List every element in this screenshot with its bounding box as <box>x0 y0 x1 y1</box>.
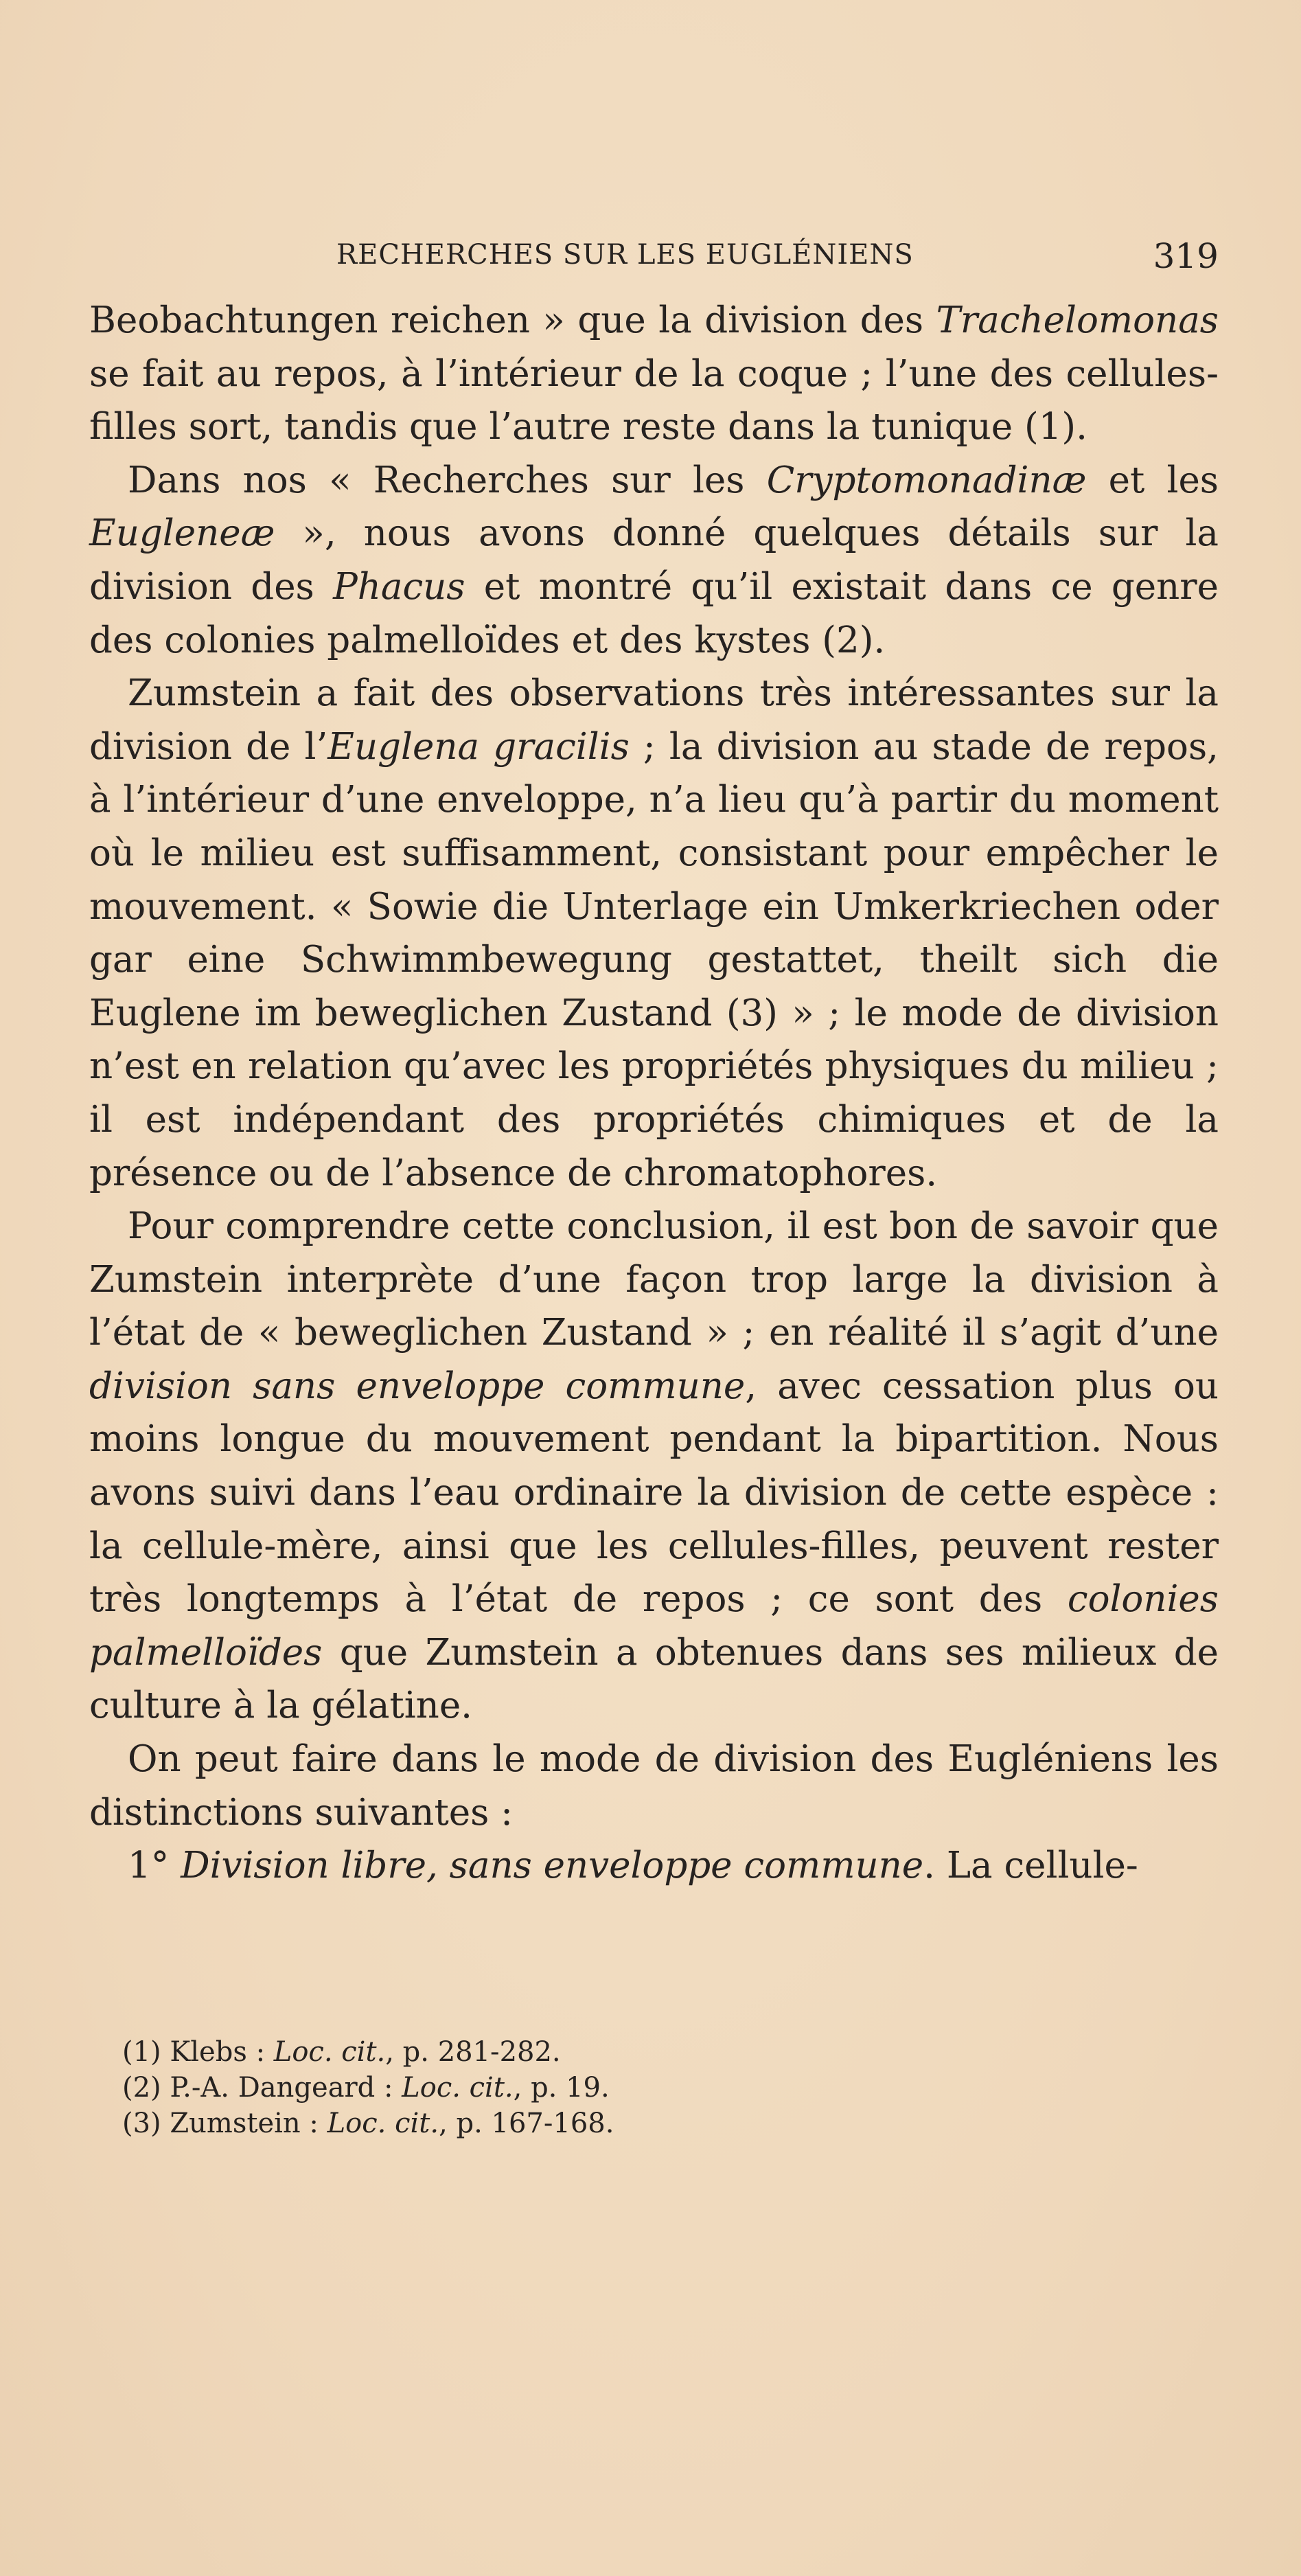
text-run: se fait au repos, à l’intérieur de la coque ; l’une des cellules-filles sort, tandis que l’autre reste dans la tunique (1). <box>89 352 1219 448</box>
text-run: (3) Zumstein : <box>122 2108 327 2139</box>
taxon-name: Cryptomonadinæ <box>766 459 1087 501</box>
paragraph <box>89 667 1219 1200</box>
text-run: On peut faire dans le mode de division des Eugléniens les distinctions suivantes : <box>89 1738 1219 1834</box>
emphasis: Division libre, sans enveloppe commune <box>181 1845 924 1887</box>
citation: Loc. cit. <box>327 2108 439 2139</box>
taxon-name: Phacus <box>333 565 465 608</box>
taxon-name: Eugleneæ <box>89 512 275 555</box>
text-run: (2) P.-A. Dangeard : <box>122 2072 402 2104</box>
text-run: Beobachtungen reichen » que la division des <box>89 299 936 341</box>
text-run: , avec cessation plus ou moins longue du mouvement pendant la bipartition. Nous avons suivi dans l’eau ordinaire la division de cette espèce : la cellule-mère, ainsi que les cellules-filles, peuvent rester très longtemps à l’état de repos ; ce sont des <box>89 1365 1219 1621</box>
emphasis: colonies palmelloïdes <box>89 1578 1219 1674</box>
footnotes <box>122 2034 614 2141</box>
footnote <box>122 2034 614 2070</box>
emphasis: division sans enveloppe commune <box>89 1365 746 1407</box>
text-run: , p. 167-168. <box>439 2108 614 2139</box>
text-run: et montré qu’il existait dans ce genre des colonies palmelloïdes et des kystes (2). <box>89 565 1219 661</box>
page-header <box>89 236 1219 280</box>
text-run: Dans nos « Recherches sur les <box>128 459 767 501</box>
paragraph <box>89 1733 1219 1839</box>
taxon-name: Trachelomonas <box>936 299 1219 341</box>
citation: Loc. cit. <box>402 2072 514 2104</box>
running-title: RECHERCHES SUR LES EUGLÉNIENS <box>336 239 914 271</box>
page-number: 319 <box>1153 236 1219 276</box>
paragraph <box>89 1839 1219 1893</box>
footnote <box>122 2106 614 2141</box>
text-run: Zumstein a fait des observations très intéressantes sur la division de l’ <box>89 672 1219 768</box>
body-text <box>89 294 1219 1893</box>
text-run: ; la division au stade de repos, à l’intérieur d’une enveloppe, n’a lieu qu’à partir du moment où le milieu est suffisamment, consistant pour empêcher le mouvement. « Sowie die Unterlage ein Umkerkriechen oder gar eine Schwimmbewegung gestattet, theilt sich die Euglene im beweglichen Zustand (3) » ; le mode de division n’est en relation qu’avec les propriétés physiques du milieu ; il est indépendant des propriétés chimiques et de la présence ou de l’absence de chromatophores. <box>89 725 1219 1194</box>
text-run: Pour comprendre cette conclusion, il est bon de savoir que Zumstein interprète d’une façon trop large la division à l’état de « beweglichen Zustand » ; en réalité il s’agit d’une <box>89 1205 1219 1354</box>
text-run: . La cellule- <box>923 1845 1138 1887</box>
text-run: que Zumstein a obtenues dans ses milieux de culture à la gélatine. <box>89 1631 1219 1727</box>
text-run: , p. 19. <box>513 2072 610 2104</box>
paragraph <box>89 294 1219 454</box>
text-run: 1° <box>128 1845 181 1887</box>
text-run: », nous avons donné quelques détails sur la division des <box>89 512 1219 608</box>
text-run: et les <box>1086 459 1219 501</box>
footnote <box>122 2070 614 2106</box>
paragraph <box>89 1200 1219 1733</box>
text-run: (1) Klebs : <box>122 2036 274 2068</box>
taxon-name: Euglena gracilis <box>327 725 630 768</box>
citation: Loc. cit. <box>273 2036 386 2068</box>
paragraph <box>89 454 1219 667</box>
text-run: , p. 281-282. <box>385 2036 561 2068</box>
